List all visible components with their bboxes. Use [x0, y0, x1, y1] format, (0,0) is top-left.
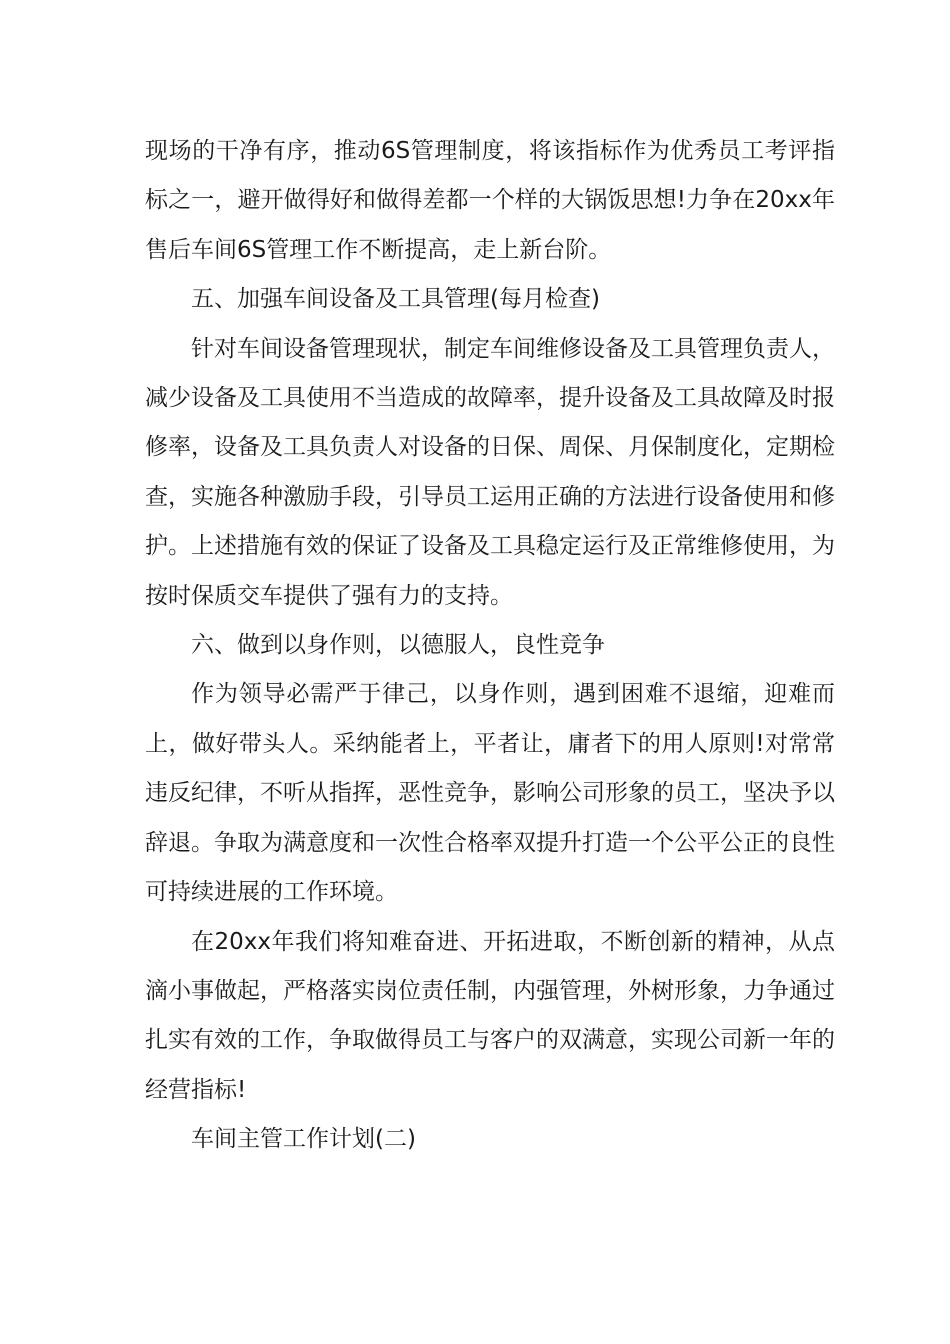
- paragraph-equipment-management: 针对车间设备管理现状，制定车间维修设备及工具管理负责人，减少设备及工具使用不当造成的故障率，提升设备及工具故障及时报修率，设备及工具负责人对设备的日保、周保、月保制度化，定期检查，实施各种激励手段，引导员工运用正确的方法进行设备使用和修护。上述措施有效的保证了设备及工具稳定运行及正常维修使用，为按时保质交车提供了强有力的支持。: [145, 335, 835, 609]
- paragraph-annual-goal: 在20xx年我们将知难奋进、开拓进取，不断创新的精神，从点滴小事做起，严格落实岗位责任制，内强管理，外树形象，力争通过扎实有效的工作，争取做得员工与客户的双满意，实现公司新一年的经营指标!: [145, 928, 835, 1103]
- paragraph-6s-management: 现场的干净有序，推动6S管理制度，将该指标作为优秀员工考评指标之一，避开做得好和做得差都一个样的大锅饭思想!力争在20xx年售后车间6S管理工作不断提高，走上新台阶。: [145, 138, 835, 263]
- section-heading-equipment-management: 五、加强车间设备及工具管理(每月检查): [191, 286, 600, 313]
- document-body: [145, 127, 835, 1165]
- paragraph-lead-by-example: 作为领导必需严于律己，以身作则，遇到困难不退缩，迎难而上，做好带头人。采纳能者上，平者让，庸者下的用人原则!对常常违反纪律，不听从指挥，恶性竞争，影响公司形象的员工，坚决予以辞退。争取为满意度和一次性合格率双提升打造一个公平公正的良性可持续进展的工作环境。: [145, 681, 835, 906]
- section-heading-lead-by-example: 六、做到以身作则，以德服人，良性竞争: [191, 632, 605, 659]
- document-subtitle-plan-two: 车间主管工作计划(二): [191, 1126, 416, 1153]
